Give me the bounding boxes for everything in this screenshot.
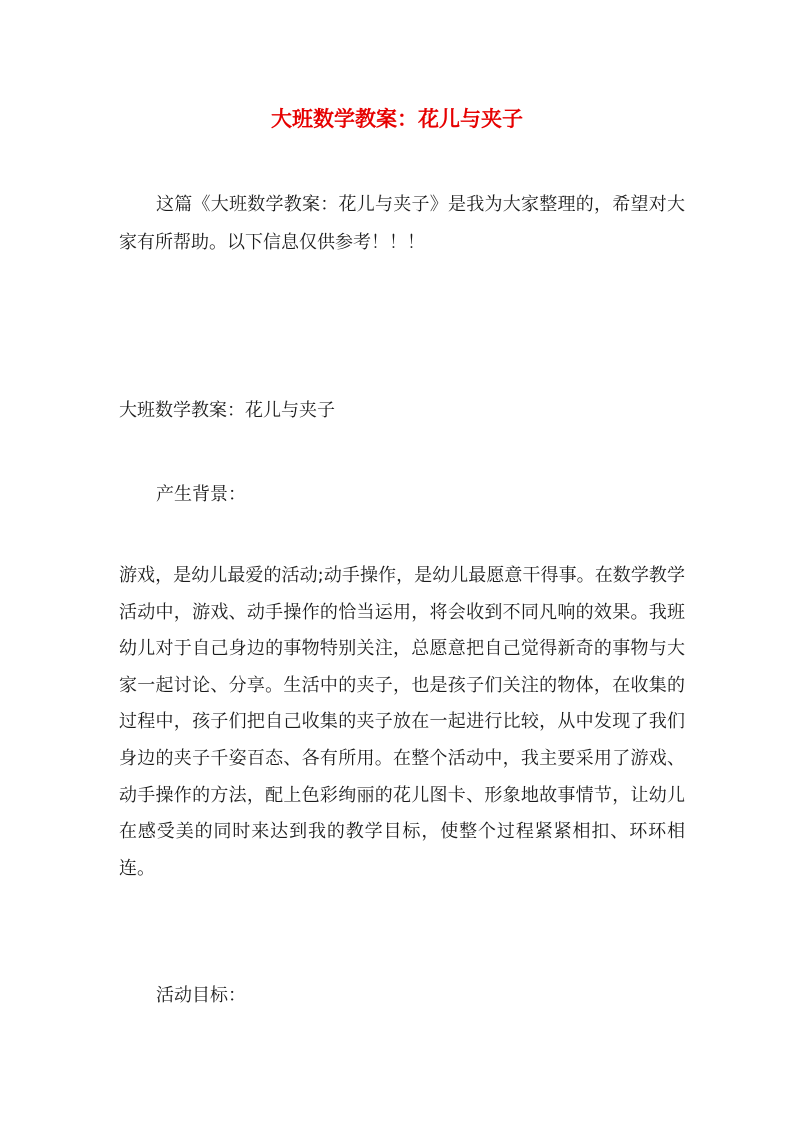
section-title: 大班数学教案：花儿与夹子 (119, 400, 335, 421)
goals-heading: 活动目标： (156, 985, 246, 1006)
document-title: 大班数学教案：花儿与夹子 (271, 107, 523, 131)
intro-paragraph: 这篇《大班数学教案：花儿与夹子》是我为大家整理的，希望对大家有所帮助。以下信息仅供参考！！！ (119, 194, 685, 253)
background-paragraph: 游戏，是幼儿最爱的活动;动手操作，是幼儿最愿意干得事。在数学教学活动中，游戏、动手操作的恰当运用，将会收到不同凡响的效果。我班幼儿对于自己身边的事物特别关注，总愿意把自己觉得新奇的事物与大家一起讨论、分享。生活中的夹子，也是孩子们关注的物体，在收集的过程中，孩子们把自己收集的夹子放在一起进行比较，从中发现了我们身边的夹子千姿百态、各有所用。在整个活动中，我主要采用了游戏、动手操作的方法，配上色彩绚丽的花儿图卡、形象地故事情节，让幼儿在感受美的同时来达到我的教学目标，使整个过程紧紧相扣、环环相连。 (119, 565, 685, 879)
background-heading: 产生背景： (156, 484, 246, 505)
